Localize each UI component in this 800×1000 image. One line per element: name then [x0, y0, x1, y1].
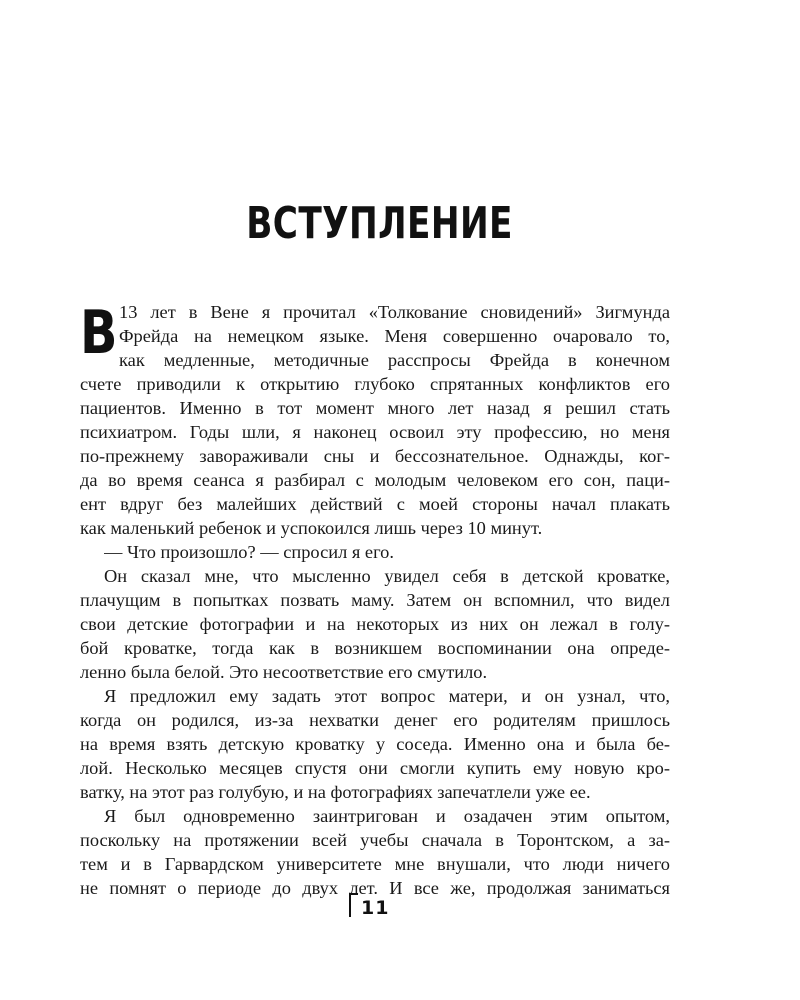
- text-line: когда он родился, из-за нехватки денег его родителям пришлось: [80, 710, 670, 730]
- drop-cap: В: [80, 298, 118, 368]
- text-line: счете приводили к открытию глубоко спрятанных конфликтов его: [80, 374, 670, 394]
- text-line: Я предложил ему задать этот вопрос матери, и он узнал, что,: [104, 686, 670, 706]
- text-line: Фрейда на немецком языке. Меня совершенно очаровало то,: [119, 326, 670, 346]
- text-line: пациентов. Именно в тот момент много лет назад я решил стать: [80, 398, 670, 418]
- text-line: свои детские фотографии и на некоторых из них он лежал в голу-: [80, 614, 670, 634]
- chapter-title: ВСТУПЛЕНИЕ: [246, 198, 513, 249]
- text-line: — Что произошло? — спросил я его.: [104, 542, 394, 562]
- text-line: да во время сеанса я разбирал с молодым человеком его сон, паци-: [80, 470, 670, 490]
- text-line: как медленные, методичные расспросы Фрейда в конечном: [119, 350, 670, 370]
- text-line: поскольку на протяжении всей учебы сначала в Торонтском, а за-: [80, 830, 670, 850]
- folio-bracket-icon: [349, 893, 358, 917]
- page-number: 11: [361, 897, 390, 919]
- page-folio: [349, 893, 397, 923]
- text-line: плачущим в попытках позвать маму. Затем он вспомнил, что видел: [80, 590, 670, 610]
- text-line: ленно была белой. Это несоответствие его смутило.: [80, 662, 488, 682]
- text-line: как маленький ребенок и успокоился лишь через 10 минут.: [80, 518, 543, 538]
- text-line: Он сказал мне, что мысленно увидел себя в детской кроватке,: [104, 566, 670, 586]
- text-line: лой. Несколько месяцев спустя они смогли купить ему новую кро-: [80, 758, 670, 778]
- text-line: 13 лет в Вене я прочитал «Толкование сновидений» Зигмунда: [119, 302, 670, 322]
- text-line: бой кроватке, тогда как в возникшем воспоминании она опреде-: [80, 638, 670, 658]
- text-line: по-прежнему завораживали сны и бессознательное. Однажды, ког-: [80, 446, 670, 466]
- text-line: психиатром. Годы шли, я наконец освоил эту профессию, но меня: [80, 422, 670, 442]
- text-line: на время взять детскую кроватку у соседа. Именно она и была бе-: [80, 734, 670, 754]
- text-line: не помнят о периоде до двух лет. И все же, продолжая заниматься: [80, 878, 670, 898]
- text-line: ент вдруг без малейших действий с моей стороны начал плакать: [80, 494, 670, 514]
- text-line: Я был одновременно заинтригован и озадачен этим опытом,: [104, 806, 670, 826]
- text-line: ватку, на этот раз голубую, и на фотографиях запечатлели уже ее.: [80, 782, 591, 802]
- text-line: тем и в Гарвардском университете мне внушали, что люди ничего: [80, 854, 670, 874]
